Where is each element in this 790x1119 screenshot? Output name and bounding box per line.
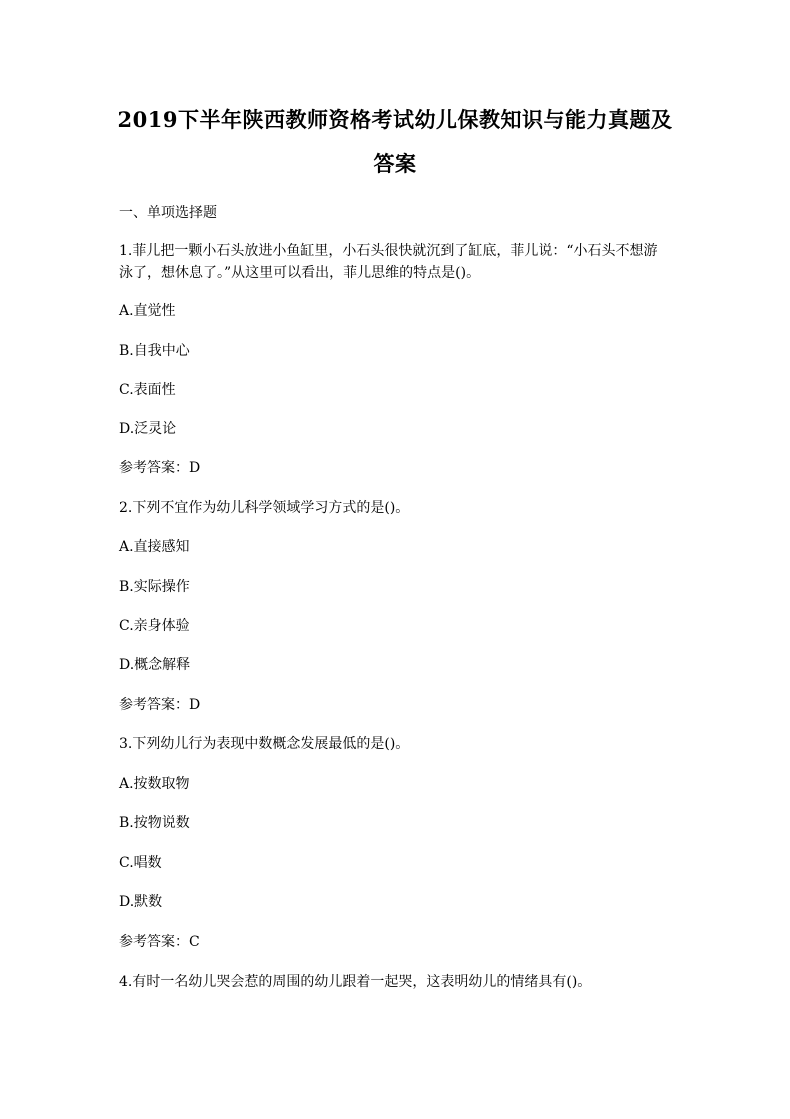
- question-2-option-d: D.概念解释: [119, 657, 191, 673]
- question-1-option-a: A.直觉性: [119, 303, 176, 319]
- question-3-answer: 参考答案：C: [119, 934, 200, 950]
- question-3-option-a: A.按数取物: [119, 776, 190, 792]
- question-2-option-a: A.直接感知: [119, 539, 190, 555]
- question-1-option-d: D.泛灵论: [119, 421, 177, 437]
- question-1-option-c: C.表面性: [119, 382, 176, 398]
- question-1-option-b: B.自我中心: [119, 343, 190, 359]
- question-2-option-b: B.实际操作: [119, 579, 190, 595]
- question-3-stem: 3.下列幼儿行为表现中数概念发展最低的是()。: [119, 736, 410, 752]
- question-3-option-b: B.按物说数: [119, 815, 190, 831]
- question-4-stem: 4.有时一名幼儿哭会惹的周围的幼儿跟着一起哭，这表明幼儿的情绪具有()。: [119, 974, 592, 990]
- question-3-option-d: D.默数: [119, 894, 163, 910]
- question-2-option-c: C.亲身体验: [119, 618, 190, 634]
- question-2-stem: 2.下列不宜作为幼儿科学领域学习方式的是()。: [119, 500, 410, 516]
- document-title-line1: 2019下半年陕西教师资格考试幼儿保教知识与能力真题及: [117, 107, 673, 132]
- document-title-line2: 答案: [373, 151, 417, 176]
- question-1-stem-line1: 1.菲儿把一颗小石头放进小鱼缸里，小石头很快就沉到了缸底，菲儿说：“小石头不想游: [119, 243, 658, 259]
- question-3-option-c: C.唱数: [119, 855, 162, 871]
- question-1-answer: 参考答案：D: [119, 460, 201, 476]
- section-heading: 一、单项选择题: [119, 205, 217, 221]
- question-1-stem-line2: 泳了，想休息了。”从这里可以看出，菲儿思维的特点是()。: [119, 265, 481, 281]
- question-2-answer: 参考答案：D: [119, 697, 201, 713]
